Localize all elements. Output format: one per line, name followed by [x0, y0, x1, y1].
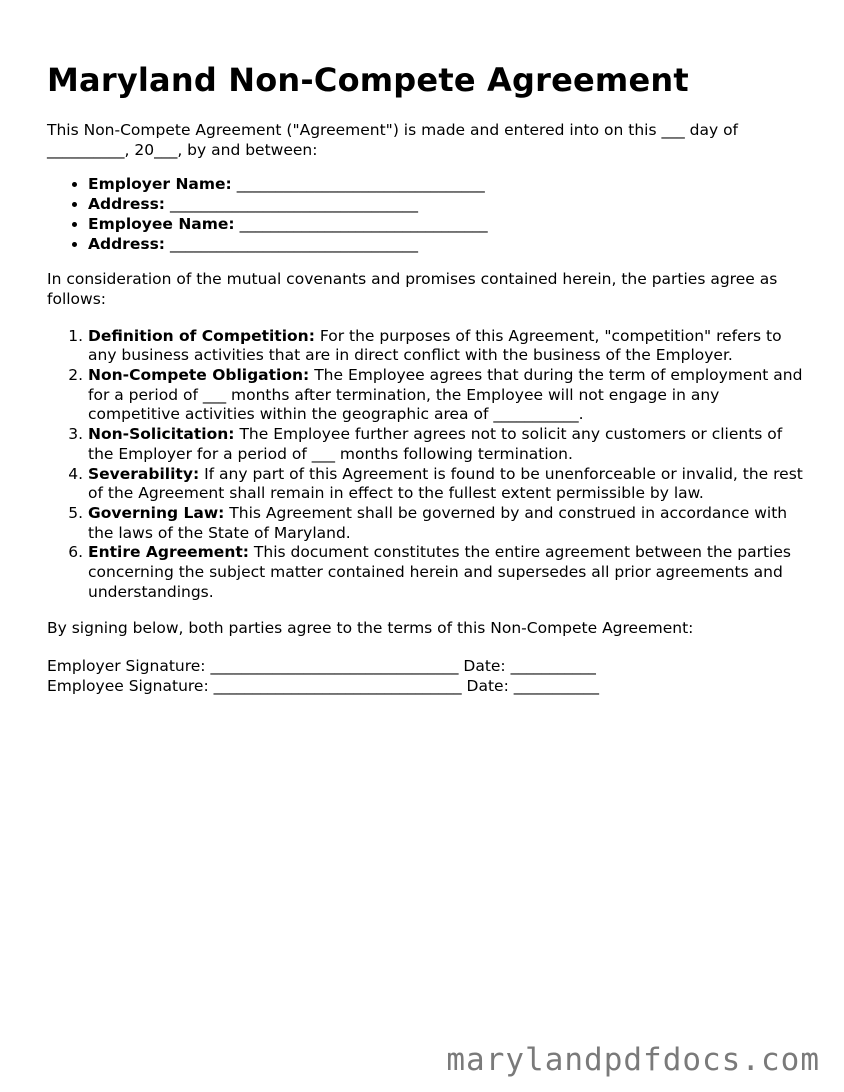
party-label: Employee Name:	[88, 214, 235, 233]
document-page	[47, 60, 807, 697]
party-label: Employer Name:	[88, 175, 232, 194]
list-item	[88, 504, 807, 543]
term-heading: Definition of Competition:	[88, 326, 315, 345]
terms-list	[47, 327, 807, 603]
intro-paragraph: This Non-Compete Agreement ("Agreement") is made and entered into on this ___ day of __________, 20___, by and between:	[47, 121, 739, 159]
list-item	[88, 465, 807, 504]
term-heading: Non-Solicitation:	[88, 425, 235, 444]
list-item	[88, 327, 807, 366]
page-title: Maryland Non-Compete Agreement	[47, 61, 689, 99]
watermark: marylandpdfdocs.com	[446, 1042, 820, 1078]
party-blank: ________________________________	[169, 195, 418, 214]
list-item	[88, 366, 807, 425]
list-item	[88, 175, 807, 195]
term-text: This document constitutes the entire agreement between the parties concerning the subject matter contained herein and supersedes all prior agreements and understandings.	[88, 543, 791, 601]
employer-signature-line: Employer Signature: ________________________________ Date: ___________	[47, 657, 596, 676]
term-text: The Employee agrees that during the term of employment and for a period of ___ months after termination, the Employee will not engage in any competitive activities within the geographic area of ___________.	[88, 366, 803, 424]
list-item	[88, 215, 807, 235]
list-item	[88, 425, 807, 464]
term-text: The Employee further agrees not to solicit any customers or clients of the Employer for a period of ___ months following termination.	[88, 425, 783, 463]
party-blank: ________________________________	[239, 214, 488, 233]
party-blank: ________________________________	[169, 234, 418, 253]
party-label: Address:	[88, 234, 165, 253]
list-item	[88, 235, 807, 255]
list-item	[88, 543, 807, 602]
party-label: Address:	[88, 195, 165, 214]
parties-list	[47, 175, 807, 254]
term-text: This Agreement shall be governed by and construed in accordance with the laws of the State of Maryland.	[88, 503, 788, 542]
list-item	[88, 195, 807, 215]
term-text: If any part of this Agreement is found to be unenforceable or invalid, the rest of the Agreement shall remain in effect to the fullest extent permissible by law.	[88, 464, 803, 503]
term-heading: Governing Law:	[88, 503, 225, 522]
party-blank: ________________________________	[236, 175, 485, 194]
term-heading: Entire Agreement:	[88, 543, 249, 562]
closing-paragraph: By signing below, both parties agree to the terms of this Non-Compete Agreement:	[47, 619, 694, 638]
term-text: For the purposes of this Agreement, "competition" refers to any business activities that are in direct conflict with the business of the Employer.	[88, 326, 782, 365]
term-heading: Severability:	[88, 464, 200, 483]
employee-signature-line: Employee Signature: ________________________________ Date: ___________	[47, 676, 599, 695]
signature-block	[47, 657, 807, 696]
consideration-paragraph: In consideration of the mutual covenants and promises contained herein, the parties agree as follows:	[47, 270, 778, 308]
term-heading: Non-Compete Obligation:	[88, 366, 310, 385]
